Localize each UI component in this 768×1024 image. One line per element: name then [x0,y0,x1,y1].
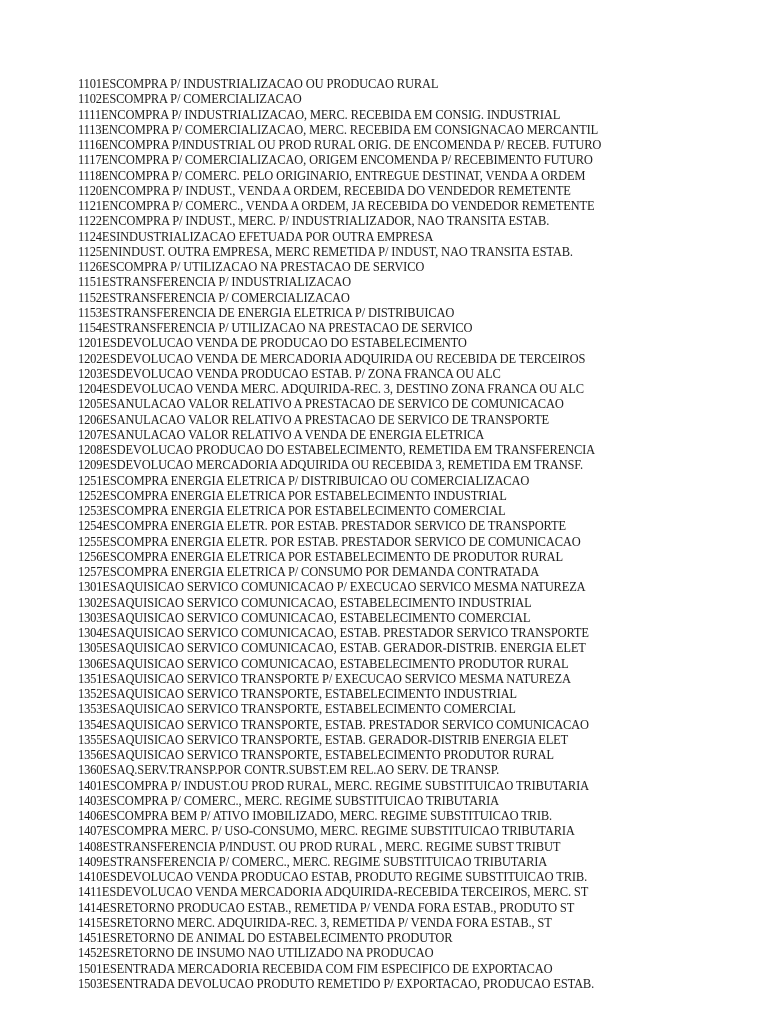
code-line: 1356ESAQUISICAO SERVICO TRANSPORTE, ESTABELECIMENTO PRODUTOR RURAL [78,747,554,762]
code-line: 1125ENINDUST. OUTRA EMPRESA, MERC REMETIDA P/ INDUST, NAO TRANSITA ESTAB. [78,243,573,259]
code-line: 1102ESCOMPRA P/ COMERCIALIZACAO [78,91,302,107]
code-line: 1401ESCOMPRA P/ INDUST.OU PROD RURAL, MERC. REGIME SUBSTITUICAO TRIBUTARIA [78,777,589,793]
code-line: 1255ESCOMPRA ENERGIA ELETR. POR ESTAB. PRESTADOR SERVICO DE COMUNICACAO [78,533,581,549]
code-line: 1122ENCOMPRA P/ INDUST., MERC. P/ INDUSTRIALIZADOR, NAO TRANSITA ESTAB. [78,213,550,229]
code-line: 1209ESDEVOLUCAO MERCADORIA ADQUIRIDA OU RECEBIDA 3, REMETIDA EM TRANSF. [78,457,584,473]
code-line: 1306ESAQUISICAO SERVICO COMUNICACAO, ESTABELECIMENTO PRODUTOR RURAL [78,655,569,671]
code-line: 1113ENCOMPRA P/ COMERCIALIZACAO, MERC. RECEBIDA EM CONSIGNACAO MERCANTIL [78,121,599,137]
code-line: 1355ESAQUISICAO SERVICO TRANSPORTE, ESTAB. GERADOR-DISTRIB ENERGIA ELET [78,731,569,747]
code-line: 1407ESCOMPRA MERC. P/ USO-CONSUMO, MERC. REGIME SUBSTITUICAO TRIBUTARIA [78,823,575,839]
code-line: 1408ESTRANSFERENCIA P/INDUST. OU PROD RURAL , MERC. REGIME SUBST TRIBUT [78,838,561,854]
code-line: 1415ESRETORNO MERC. ADQUIRIDA-REC. 3, REMETIDA P/ VENDA FORA ESTAB., ST [78,914,552,930]
code-line: 1202ESDEVOLUCAO VENDA DE MERCADORIA ADQUIRIDA OU RECEBIDA DE TERCEIROS [78,350,586,366]
code-line: 1254ESCOMPRA ENERGIA ELETR. POR ESTAB. PRESTADOR SERVICO DE TRANSPORTE [78,518,566,534]
code-line: 1154ESTRANSFERENCIA P/ UTILIZACAO NA PRESTACAO DE SERVICO [78,320,473,335]
code-line: 1305ESAQUISICAO SERVICO COMUNICACAO, ESTAB. GERADOR-DISTRIB. ENERGIA ELET [78,640,586,656]
code-line: 1205ESANULACAO VALOR RELATIVO A PRESTACAO DE SERVICO DE COMUNICACAO [78,396,564,412]
code-line: 1304ESAQUISICAO SERVICO COMUNICACAO, ESTAB. PRESTADOR SERVICO TRANSPORTE [78,625,589,640]
code-line: 1118ENCOMPRA P/ COMERC. PELO ORIGINARIO, ENTREGUE DESTINAT, VENDA A ORDEM [78,167,586,183]
code-line: 1410ESDEVOLUCAO VENDA PRODUCAO ESTAB, PRODUTO REGIME SUBSTITUICAO TRIB. [78,869,588,884]
code-line: 1120ENCOMPRA P/ INDUST., VENDA A ORDEM, RECEBIDA DO VENDEDOR REMETENTE [78,182,571,198]
code-line: 1121ENCOMPRA P/ COMERC., VENDA A ORDEM, JA RECEBIDA DO VENDEDOR REMETENTE [78,198,595,213]
code-line: 1360ESAQ.SERV.TRANSP.POR CONTR.SUBST.EM REL.AO SERV. DE TRANSP. [78,762,500,778]
code-line: 1252ESCOMPRA ENERGIA ELETRICA POR ESTABELECIMENTO INDUSTRIAL [78,487,507,503]
code-line: 1253ESCOMPRA ENERGIA ELETRICA POR ESTABELECIMENTO COMERCIAL [78,503,506,518]
code-line: 1111ENCOMPRA P/ INDUSTRIALIZACAO, MERC. RECEBIDA EM CONSIG. INDUSTRIAL [78,106,561,122]
code-line: 1354ESAQUISICAO SERVICO TRANSPORTE, ESTAB. PRESTADOR SERVICO COMUNICACAO [78,716,589,732]
code-line: 1256ESCOMPRA ENERGIA ELETRICA POR ESTABELECIMENTO DE PRODUTOR RURAL [78,548,563,564]
code-line: 1414ESRETORNO PRODUCAO ESTAB., REMETIDA P/ VENDA FORA ESTAB., PRODUTO ST [78,899,575,915]
code-line: 1204ESDEVOLUCAO VENDA MERC. ADQUIRIDA-REC. 3, DESTINO ZONA FRANCA OU ALC [78,381,584,396]
code-line: 1126ESCOMPRA P/ UTILIZACAO NA PRESTACAO DE SERVICO [78,259,425,274]
code-line: 1251ESCOMPRA ENERGIA ELETRICA P/ DISTRIBUICAO OU COMERCIALIZACAO [78,472,530,488]
code-line: 1101ESCOMPRA P/ INDUSTRIALIZACAO OU PRODUCAO RURAL [78,76,439,91]
code-line: 1203ESDEVOLUCAO VENDA PRODUCAO ESTAB. P/ ZONA FRANCA OU ALC [78,365,501,381]
code-line: 1201ESDEVOLUCAO VENDA DE PRODUCAO DO ESTABELECIMENTO [78,335,467,351]
code-line: 1303ESAQUISICAO SERVICO COMUNICACAO, ESTABELECIMENTO COMERCIAL [78,609,531,625]
code-line: 1124ESINDUSTRIALIZACAO EFETUADA POR OUTRA EMPRESA [78,228,434,244]
code-line: 1117ENCOMPRA P/ COMERCIALIZACAO, ORIGEM ENCOMENDA P/ RECEBIMENTO FUTURO [78,152,593,168]
code-line: 1351ESAQUISICAO SERVICO TRANSPORTE P/ EXECUCAO SERVICO MESMA NATUREZA [78,670,571,686]
cfop-code-listing [78,76,641,991]
code-line: 1501ESENTRADA MERCADORIA RECEBIDA COM FIM ESPECIFICO DE EXPORTACAO [78,960,553,976]
code-line: 1411ESDEVOLUCAO VENDA MERCADORIA ADQUIRIDA-RECEBIDA TERCEIROS, MERC. ST [78,884,589,900]
code-line: 1152ESTRANSFERENCIA P/ COMERCIALIZACAO [78,289,350,305]
code-line: 1257ESCOMPRA ENERGIA ELETRICA P/ CONSUMO POR DEMANDA CONTRATADA [78,564,540,579]
code-line: 1406ESCOMPRA BEM P/ ATIVO IMOBILIZADO, MERC. REGIME SUBSTITUICAO TRIB. [78,808,552,823]
code-line: 1403ESCOMPRA P/ COMERC., MERC. REGIME SUBSTITUICAO TRIBUTARIA [78,792,499,808]
code-line: 1151ESTRANSFERENCIA P/ INDUSTRIALIZACAO [78,274,351,290]
code-line: 1409ESTRANSFERENCIA P/ COMERC., MERC. REGIME SUBSTITUICAO TRIBUTARIA [78,853,548,869]
code-line: 1206ESANULACAO VALOR RELATIVO A PRESTACAO DE SERVICO DE TRANSPORTE [78,411,550,427]
code-line: 1153ESTRANSFERENCIA DE ENERGIA ELETRICA P/ DISTRIBUICAO [78,304,455,320]
code-line: 1208ESDEVOLUCAO PRODUCAO DO ESTABELECIMENTO, REMETIDA EM TRANSFERENCIA [78,442,596,457]
code-line: 1207ESANULACAO VALOR RELATIVO A VENDA DE ENERGIA ELETRICA [78,426,485,442]
code-line: 1452ESRETORNO DE INSUMO NAO UTILIZADO NA PRODUCAO [78,945,434,961]
code-line: 1301ESAQUISICAO SERVICO COMUNICACAO P/ EXECUCAO SERVICO MESMA NATUREZA [78,579,586,595]
code-line: 1116ENCOMPRA P/INDUSTRIAL OU PROD RURAL ORIG. DE ENCOMENDA P/ RECEB. FUTURO [78,137,602,152]
code-line: 1503ESENTRADA DEVOLUCAO PRODUTO REMETIDO P/ EXPORTACAO, PRODUCAO ESTAB. [78,975,595,991]
code-line: 1353ESAQUISICAO SERVICO TRANSPORTE, ESTABELECIMENTO COMERCIAL [78,701,516,717]
code-line: 1352ESAQUISICAO SERVICO TRANSPORTE, ESTABELECIMENTO INDUSTRIAL [78,686,517,701]
code-line: 1451ESRETORNO DE ANIMAL DO ESTABELECIMENTO PRODUTOR [78,930,453,945]
code-line: 1302ESAQUISICAO SERVICO COMUNICACAO, ESTABELECIMENTO INDUSTRIAL [78,594,532,610]
